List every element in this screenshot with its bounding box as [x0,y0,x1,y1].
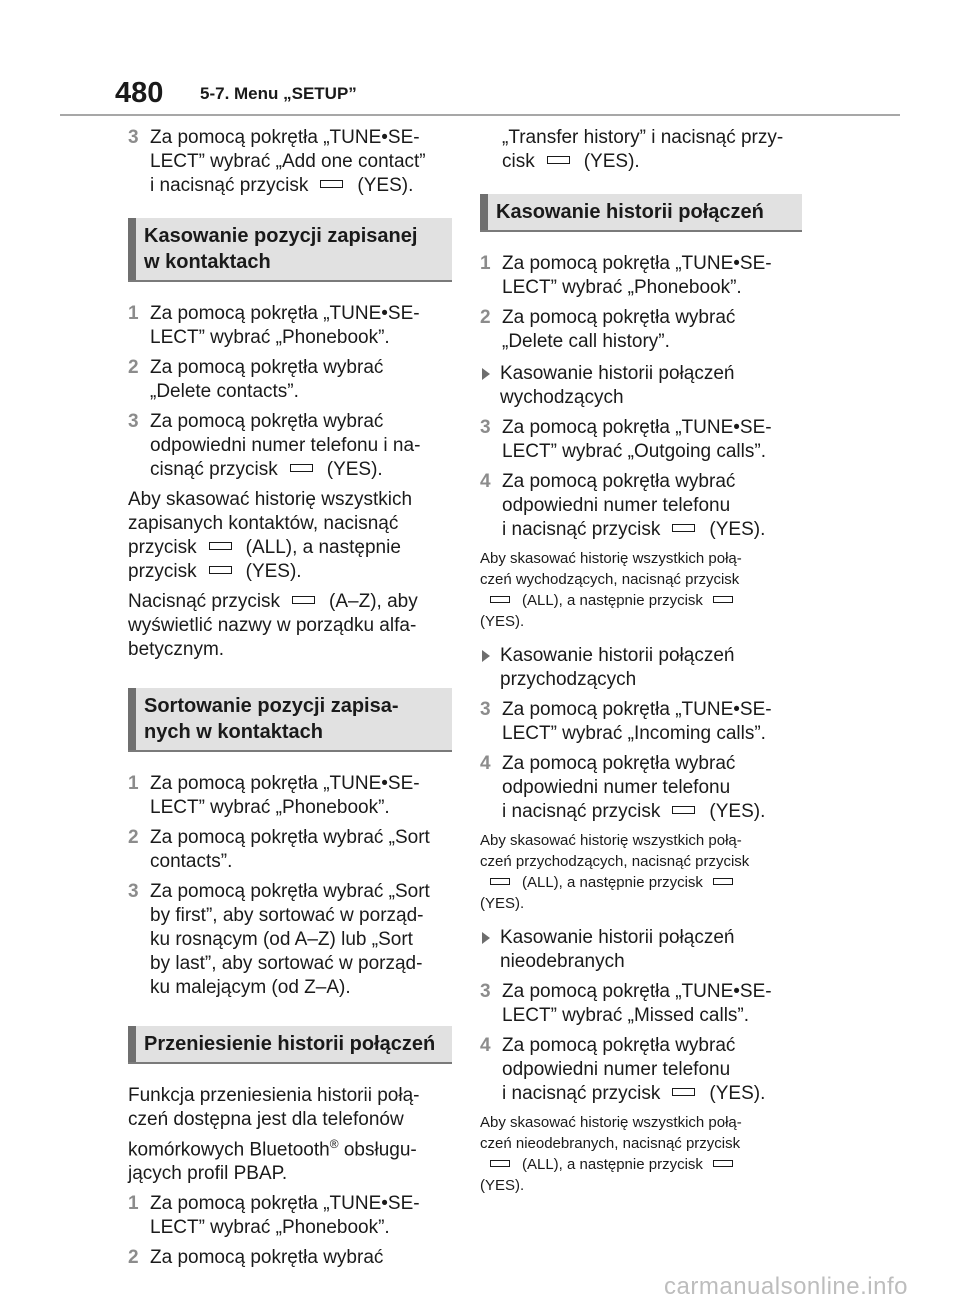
paragraph-transfer-info: Funkcja przeniesienia historii połą- czeń dostępna jest dla telefonów komórkowych Bluetooth® obsługu- jących profil PBAP. [128,1085,420,1185]
step-item: 2 Za pomocą pokrętła wybrać [128,1247,384,1269]
step-item: 4 Za pomocą pokrętła wybrać odpowiedni numer telefonu i nacisnąć przycisk (YES). [480,471,766,540]
subheading-incoming: Kasowanie historii połączeń przychodzących [480,644,802,692]
heading-sort-contacts: Sortowanie pozycji zapisa- nych w kontaktach [128,688,452,752]
button-rect-icon [292,596,315,604]
paragraph-alphabetical: Nacisnąć przycisk (A–Z), aby wyświetlić nazwy w porządku alfa- betycznym. [128,591,418,660]
right-column [480,126,802,1208]
step-item: 3 Za pomocą pokrętła „TUNE•SE- LECT” wybrać „Incoming calls”. [480,699,772,744]
step-item: 3 Za pomocą pokrętła wybrać „Sort by first”, aby sortować w porząd- ku rosnącym (od A–Z) lub „Sort by last”, aby sortować w porząd- ku malejącym (od Z–A). [128,881,430,998]
button-rect-icon [320,180,343,188]
button-rect-icon [490,878,510,885]
note-incoming: Aby skasować historię wszystkich połą- czeń przychodzących, nacisnąć przycisk (ALL), a następnie przycisk (YES). [480,832,750,912]
step-item: 2 Za pomocą pokrętła wybrać „Sort contacts”. [128,827,430,872]
step-item: 1 Za pomocą pokrętła „TUNE•SE- LECT” wybrać „Phonebook”. [480,253,772,298]
triangle-bullet-icon [482,932,490,944]
button-rect-icon [547,156,570,164]
page-header [60,76,900,116]
button-rect-icon [490,1160,510,1167]
left-column [128,126,452,1276]
section-title: 5-7. Menu „SETUP” [200,84,357,103]
step-item: 3 Za pomocą pokrętła „TUNE•SE- LECT” wybrać „Outgoing calls”. [480,417,772,462]
step-number: 3 [128,127,139,148]
header-divider [60,114,900,116]
triangle-bullet-icon [482,368,490,380]
page-number: 480 [115,77,164,109]
subheading-outgoing: Kasowanie historii połączeń wychodzących [480,362,802,410]
step-item: 1 Za pomocą pokrętła „TUNE•SE- LECT” wybrać „Phonebook”. [128,1193,420,1239]
heading-delete-history: Kasowanie historii połączeń [480,194,802,232]
button-rect-icon [290,464,313,472]
button-rect-icon [672,1088,695,1096]
button-rect-icon [209,542,232,550]
button-rect-icon [672,524,695,532]
watermark: carmanualsonline.info [664,1273,908,1300]
step-item: 3 Za pomocą pokrętła wybrać odpowiedni numer telefonu i na- cisnąć przycisk (YES). [128,411,421,480]
step-item: 3 Za pomocą pokrętła „TUNE•SE- LECT” wybrać „Missed calls”. [480,981,772,1026]
step-item: 1 Za pomocą pokrętła „TUNE•SE- LECT” wybrać „Phonebook”. [128,303,420,348]
subheading-missed: Kasowanie historii połączeń nieodebranych [480,926,802,974]
step-item: 1 Za pomocą pokrętła „TUNE•SE- LECT” wybrać „Phonebook”. [128,773,420,818]
button-rect-icon [713,596,733,603]
step-item: 4 Za pomocą pokrętła wybrać odpowiedni numer telefonu i nacisnąć przycisk (YES). [480,1035,766,1104]
heading-transfer-history: Przeniesienie historii połączeń [128,1026,452,1064]
button-rect-icon [490,596,510,603]
button-rect-icon [713,878,733,885]
heading-delete-contact: Kasowanie pozycji zapisanej w kontaktach [128,218,452,282]
button-rect-icon [209,566,232,574]
triangle-bullet-icon [482,650,490,662]
paragraph-delete-all: Aby skasować historię wszystkich zapisanych kontaktów, nacisnąć przycisk (ALL), a następnie przycisk (YES). [128,489,413,582]
step-item: 2 Za pomocą pokrętła wybrać „Delete call history”. [480,307,736,352]
button-rect-icon [672,806,695,814]
button-rect-icon [713,1160,733,1167]
step-item: 2 Za pomocą pokrętła wybrać „Delete contacts”. [128,357,384,402]
note-missed: Aby skasować historię wszystkich połą- czeń nieodebranych, nacisnąć przycisk (ALL), a następnie przycisk (YES). [480,1114,742,1194]
step-item: 4 Za pomocą pokrętła wybrać odpowiedni numer telefonu i nacisnąć przycisk (YES). [480,753,766,822]
note-outgoing: Aby skasować historię wszystkich połą- czeń wychodzących, nacisnąć przycisk (ALL), a następnie przycisk (YES). [480,550,742,630]
step-continuation: „Transfer history” i nacisnąć przy- cisk (YES). [502,127,784,172]
step-3-add-contact: 3 Za pomocą pokrętła „TUNE•SE- LECT” wybrać „Add one contact” i nacisnąć przycisk (YES). [128,127,426,196]
